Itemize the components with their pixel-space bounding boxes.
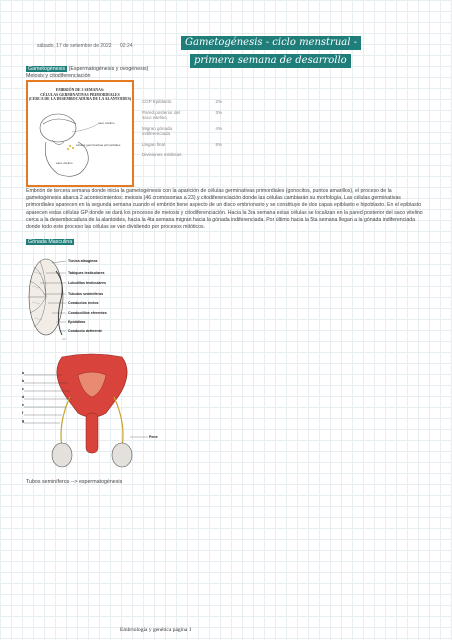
figure1-caption-3: (CERCA DE LA DESEMBOCADURA DE LA ALANTOIDES) bbox=[28, 97, 132, 101]
figure2-label: Conductos rectos bbox=[68, 301, 99, 305]
figure3-label-right: Pene bbox=[149, 435, 158, 439]
section2-heading bbox=[26, 239, 74, 246]
figure1-label-c: saco vitelino bbox=[56, 160, 73, 165]
figure2-label: Conductillos eferentes bbox=[68, 311, 107, 315]
figure2-label: Túbulos seminíferos bbox=[68, 292, 104, 296]
figure3-label: e bbox=[22, 403, 24, 407]
topic-heading bbox=[26, 66, 148, 73]
figure1-caption-1: EMBRIÓN DE 3 SEMANAS: bbox=[55, 88, 105, 92]
figure1-label-a: saco vitelino bbox=[98, 120, 115, 125]
page-title-line1: Gametogénesis - ciclo menstrual - bbox=[181, 36, 361, 50]
page-title-line2: primera semana de desarrollo bbox=[190, 54, 351, 68]
anatomy-figure bbox=[22, 353, 162, 475]
testis-diagram bbox=[26, 253, 126, 345]
side-item: Pared posterior del saco vitelino 3% bbox=[142, 109, 222, 120]
figure3-label: a bbox=[22, 371, 24, 375]
figure2-label: Lobulillos testiculares bbox=[68, 281, 106, 285]
figure2-label: Epidídimo bbox=[68, 320, 86, 324]
embryo-diagram bbox=[28, 102, 132, 188]
topic-subtitle: Meiosis y citodiferenciación bbox=[26, 73, 91, 79]
figure3-label: d bbox=[22, 395, 25, 399]
figure1-label-b: células germinativas primordiales bbox=[76, 142, 121, 147]
side-item: Llegan final 5% bbox=[142, 141, 222, 147]
side-item: CGP Epiblasto 2% bbox=[142, 99, 222, 104]
figure2-label: Conducto deferente bbox=[68, 329, 102, 333]
figure2-label: Tabiques testiculares bbox=[68, 271, 105, 275]
figure1-caption-2: CÉLULAS GERMINATIVAS PRIMORDIALES bbox=[40, 92, 120, 97]
figure3-label: f bbox=[22, 411, 24, 415]
figure3-label: g bbox=[22, 419, 25, 423]
topic-rest: (Espermatogénesis y ovogénesis) bbox=[68, 66, 149, 72]
anatomy-diagram bbox=[22, 353, 162, 475]
note-date: sábado, 17 de setiembre de 2022 bbox=[37, 43, 112, 49]
figure3-label: b bbox=[22, 379, 25, 383]
page-footer: Embriología y genética página 1 bbox=[120, 627, 192, 633]
body-paragraph: Embrión de tercera semana donde inicia la gametogénesis con la aparición de células germinativas primordiales (gonocitos, puntos amarillos), el proceso de la gametogénesis abarca 2 acontecimientos: meiosis (46 cromosomas a 23) y citodiferenciación donde las células cambiarán su morfología. Las células germinativas primordiales aparecen en la segunda semana cuando el embrión tiene aspecto de un disco embrionario y se constituye de dos capas epiblasto e hipoblasto. En el epiblasto aparecen estas células GP donde se dará los procesos de meiosis y citodiferenciación. Hacia la 3ra semana estas células se localizan en la pared posterior del saco vitelino cerca a la desembocadura de la alantoides, hacia la 4ta semana migran hacia la gónada indiferenciada. Por último hacia la 5ta semana llegan a la gónada indiferenciada donde todo este proceso las células se van dividiendo por procesos mitóticos. bbox=[26, 188, 423, 231]
embryo-figure bbox=[26, 80, 134, 187]
side-list bbox=[142, 99, 222, 158]
note-tubos: Tubos seminíferos --> espermatogénesis bbox=[26, 479, 123, 485]
figure2-label: Túnica albugínea bbox=[68, 259, 98, 263]
side-item: Migran gónada indiferenciada 4% bbox=[142, 125, 222, 136]
note-time: 02:24 bbox=[120, 43, 133, 49]
side-item: Divisiones mitóticas bbox=[142, 152, 182, 157]
section2-highlight: Gónada Masculina bbox=[28, 239, 73, 245]
testis-figure bbox=[26, 253, 126, 345]
figure3-label: c bbox=[22, 387, 24, 391]
topic-highlight: Gametogénesis bbox=[28, 66, 66, 72]
